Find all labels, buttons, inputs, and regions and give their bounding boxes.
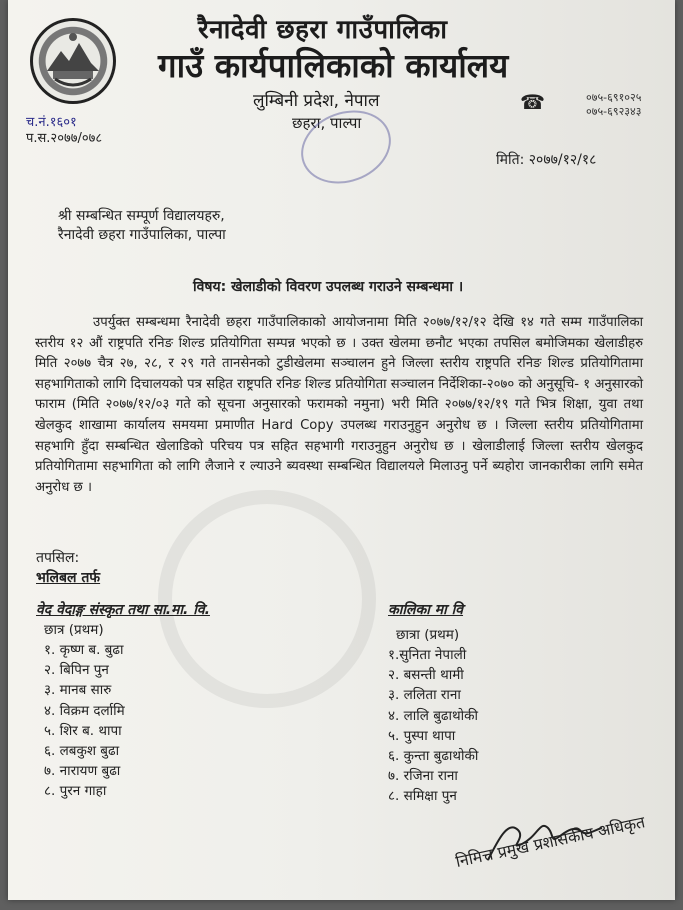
list-item: ४. लालि बुढाथोकी	[388, 707, 478, 724]
list-item: ५. शिर ब. थापा	[44, 722, 122, 739]
list-item: २. बिपिन पुन	[44, 662, 109, 679]
player-list-left	[44, 640, 125, 802]
telephone-icon: ☎	[520, 90, 545, 114]
list-item: ५. पुस्पा थापा	[388, 727, 456, 744]
patra-sankhya: प.स.२०७७/०७८	[26, 131, 103, 146]
list-item: २. बसन्ती थामी	[388, 667, 464, 684]
office-name: गाउँ कार्यपालिकाको कार्यालय	[158, 46, 509, 85]
phone-number-2: ०७५-६९२३४३	[586, 105, 642, 118]
list-item: ८. पुरन गाहा	[44, 783, 107, 800]
letter-subject: विषय: खेलाडीको विवरण उपलब्ध गराउने सम्बन्धमा ।	[193, 279, 464, 295]
letter-page	[8, 0, 675, 900]
letter-date: मिति: २०७७/१२/१८	[496, 152, 597, 168]
school-name-right: कालिका मा वि	[388, 602, 464, 618]
tapsil-label: तपसिल:	[36, 550, 80, 566]
nepal-emblem-logo	[30, 18, 116, 104]
player-list-right	[388, 645, 478, 807]
signatory-title: निमित्त प्रमुख प्रशासकीय अधिकृत	[453, 812, 647, 872]
list-item: १. कृष्ण ब. बुढा	[44, 642, 124, 658]
list-item: ७. नारायण बुढा	[44, 763, 121, 780]
category-left: छात्र (प्रथम)	[44, 622, 104, 638]
location-line: छहरा, पाल्पा	[292, 114, 362, 132]
list-item: १.सुनिता नेपाली	[388, 647, 467, 663]
category-right: छात्रा (प्रथम)	[396, 627, 460, 643]
phone-number-1: ०७५-६९१०२५	[586, 91, 642, 104]
addressee-line-2: रैनादेवी छहरा गाउँपालिका, पाल्पा	[58, 227, 226, 243]
list-item: ८. समिक्षा पुन	[388, 788, 457, 805]
list-item: ३. मानब सारु	[44, 682, 112, 699]
letter-body: उपर्युक्त सम्बन्धमा रैनादेवी छहरा गाउँपालिकाको आयोजनामा मिति २०७७/१२/१२ देखि १४ गते सम्म गाउँपालिका स्तरीय १२ औं राष्ट्रपति रनिङ शिल्ड प्रतियोगिता सम्पन्न भएको छ । उक्त खेलमा छनौट भएका तपसिल बमोजिमका खेलाडीहरु मिति २०७७ चैत्र २७, २८, र २९ गते तानसेनको टुडीखेलमा सञ्चालन हुने जिल्ला स्तरीय राष्ट्रपति रनिङ शिल्ड प्रतियोगितामा सहभागिताको लागि दिचालयको पत्र सहित राष्ट्रपति रनिङ शिल्ड प्रतियोगिता सञ्चालन निर्देशिका-२०७० को अनुसूचि- १ अनुसारको फाराम (मिति २०७७/१२/०३ गते को सूचना अनुसारको फरामको नमुना) भरी मिति २०७७/१२/१९ गते भित्र शिक्षा, युवा तथा खेलकुद शाखामा कार्यालय समयमा प्रमाणीत Hard Copy उपलब्ध गराउनुहुन अनुरोध छ । जिल्ला स्तरीय प्रतियोगितामा सहभागि हुँदा सम्बन्धित खेलाडिको परिचय पत्र सहित सहभागी गराउनुहुन अनुरोध छ । खेलाडीलाई जिल्ला स्तरीय खेलकुद प्रतियोगितामा सहभागिता को लागि लैजाने र ल्याउने ब्यवस्था सम्बन्धित विद्यालयले मिलाउनु पर्ने ब्यहोरा जानकारीका लागि समेत अनुरोध छ ।	[35, 315, 643, 495]
list-item: ३. ललिता राना	[388, 687, 461, 704]
emblem-graphic	[33, 21, 113, 101]
watermark-stamp	[158, 490, 376, 708]
municipality-name: रैनादेवी छहरा गाउँपालिका	[198, 15, 448, 45]
list-item: ६. कुन्ता बुढाथोकी	[388, 747, 479, 764]
list-item: ६. लबकुश बुढा	[44, 742, 120, 759]
section-volleyball: भलिबल तर्फ	[36, 570, 101, 586]
list-item: ४. विक्रम दर्लामि	[44, 702, 125, 719]
chalani-number: च.नं.१६०१	[26, 115, 77, 130]
province-line: लुम्बिनी प्रदेश, नेपाल	[253, 91, 380, 111]
list-item: ७. रजिना राना	[388, 768, 458, 785]
school-name-left: वेद वेदाङ्ग संस्कृत तथा सा.मा. वि.	[36, 602, 210, 618]
addressee-line-1: श्री सम्बन्धित सम्पूर्ण विद्यालयहरु,	[58, 208, 225, 224]
